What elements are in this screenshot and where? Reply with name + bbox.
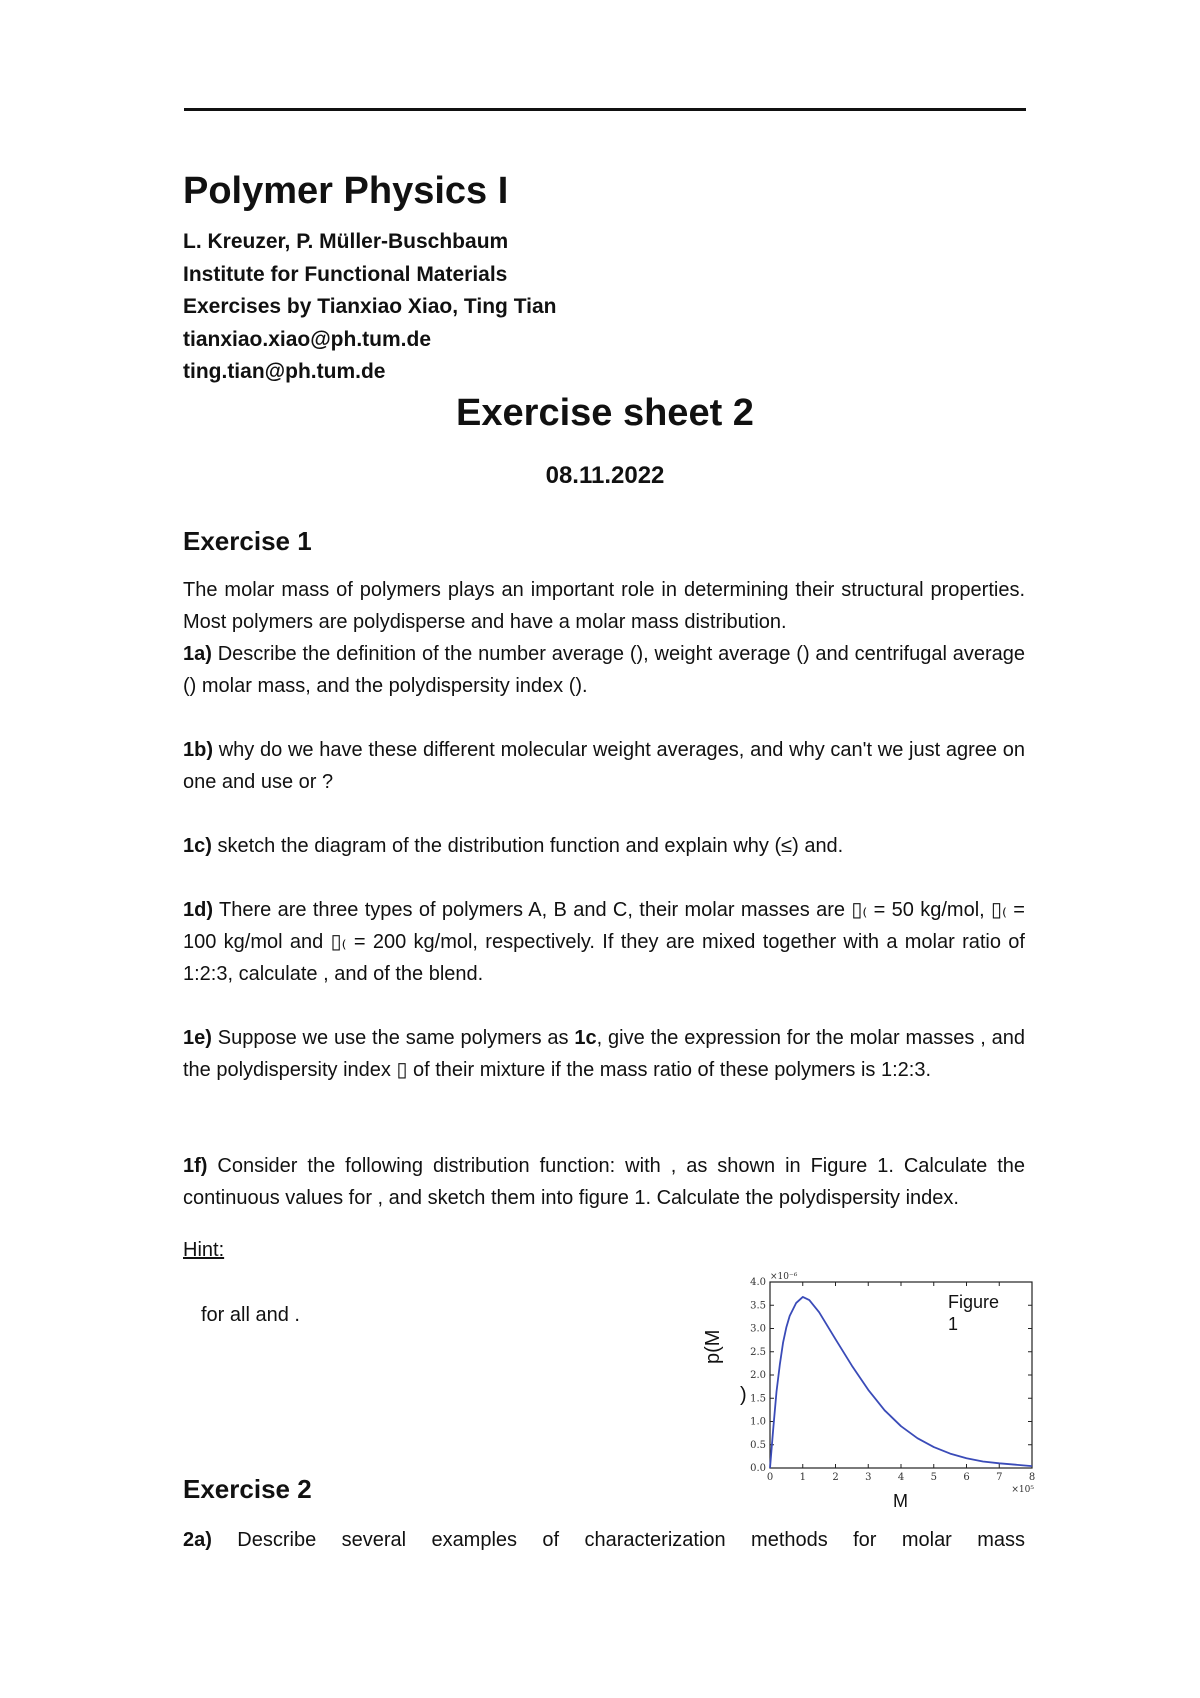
exercise-2-heading: Exercise 2	[183, 1474, 312, 1504]
y-axis-label	[702, 1330, 725, 1364]
y-tick-label: 2.5	[750, 1346, 766, 1358]
figure-1-label	[948, 1291, 1008, 1335]
y-tick-label: 4.0	[750, 1277, 766, 1288]
exercise-1-intro	[183, 574, 1025, 702]
label-1d: 1d)	[183, 899, 213, 921]
x-exponent-label: ×10⁵	[1011, 1485, 1034, 1495]
y-axis-label-part1: p(M	[702, 1329, 724, 1364]
sheet-title: Exercise sheet 2	[456, 392, 754, 434]
hint-forall-text: for all and .	[201, 1304, 300, 1326]
top-rule	[184, 108, 1026, 111]
y-axis-label-part2: )	[740, 1384, 747, 1406]
y-tick-label: 3.0	[750, 1323, 766, 1335]
x-tick-label: 0	[766, 1472, 774, 1483]
sheet-date: 08.11.2022	[545, 462, 665, 489]
y-exponent-label: ×10⁻⁶	[770, 1272, 798, 1282]
x-tick-label: 6	[963, 1472, 970, 1483]
figure-label-line2: 1	[948, 1314, 959, 1334]
x-tick-label: 1	[799, 1472, 806, 1483]
exercise-1-intro-text: The molar mass of polymers plays an important role in determining their structural properties. Most polymers are polydisperse and have a molar mass distribution.	[183, 579, 1025, 633]
x-tick-label: 3	[865, 1472, 872, 1483]
text-1e-part2: , give the expression for the molar masses , and the polydispersity index ▯ of their mixture if the mass ratio of these polymers is 1:2:3.	[183, 1027, 1025, 1081]
label-1e: 1e)	[183, 1027, 212, 1049]
y-tick-label: 0.5	[750, 1439, 766, 1451]
question-1d	[183, 894, 1025, 990]
question-1c	[183, 830, 1025, 862]
exercise-1-heading: Exercise 1	[183, 526, 312, 556]
email-2[interactable]: ting.tian@ph.tum.de	[183, 360, 386, 383]
y-tick-label: 2.0	[750, 1370, 766, 1381]
email-1[interactable]: tianxiao.xiao@ph.tum.de	[183, 327, 432, 351]
label-2a: 2a)	[183, 1529, 212, 1551]
label-1f: 1f)	[183, 1155, 208, 1177]
hint-label: Hint:	[183, 1239, 225, 1261]
text-1b: why do we have these different molecular weight averages, and why can't we just agree on one and use or ?	[183, 739, 1025, 793]
figure-label-line1: Figure	[948, 1292, 1000, 1312]
question-1e	[183, 1022, 1025, 1086]
question-1b	[183, 734, 1025, 798]
y-tick-label: 1.0	[750, 1416, 766, 1428]
label-1c: 1c)	[183, 835, 212, 857]
x-tick-label: 2	[832, 1472, 839, 1483]
label-1a: 1a)	[183, 643, 212, 665]
y-tick-label: 3.5	[750, 1300, 766, 1312]
course-title: Polymer Physics I	[183, 170, 509, 212]
institute: Institute for Functional Materials	[183, 262, 508, 286]
y-tick-label: 1.5	[750, 1393, 766, 1405]
x-tick-label: 4	[897, 1472, 905, 1483]
text-1e-part1: Suppose we use the same polymers as	[217, 1027, 569, 1049]
text-2a: Describe several examples of characterization methods for molar mass	[237, 1529, 1026, 1551]
exercises-by: Exercises by Tianxiao Xiao, Ting Tian	[183, 295, 557, 318]
text-1a: Describe the definition of the number average (), weight average () and centrifugal average () molar mass, and the polydispersity index ().	[183, 643, 1025, 697]
authors: L. Kreuzer, P. Müller-Buschbaum	[183, 230, 509, 253]
x-axis-label: M	[893, 1491, 908, 1511]
question-2a	[183, 1524, 1025, 1556]
author-block	[183, 226, 557, 389]
text-1f: Consider the following distribution function: with , as shown in Figure 1. Calculate the continuous values for , and sketch them into figure 1. Calculate the polydispersity index.	[183, 1155, 1026, 1209]
text-1d: There are three types of polymers A, B and C, their molar masses are ▯₍ = 50 kg/mol, ▯₍ = 100 kg/mol and ▯₍ = 200 kg/mol, respectively. If they are mixed together with a molar ratio of 1:2:3, calculate , and of the blend.	[183, 899, 1025, 985]
y-tick-label: 0.0	[750, 1463, 766, 1474]
x-tick-label: 5	[930, 1472, 937, 1483]
label-1b: 1b)	[183, 739, 213, 761]
question-1f	[183, 1150, 1025, 1214]
ref-1c: 1c	[574, 1027, 597, 1049]
text-1c: sketch the diagram of the distribution function and explain why (≤) and.	[217, 835, 844, 857]
x-tick-label: 8	[1028, 1472, 1036, 1483]
x-tick-label: 7	[996, 1472, 1003, 1483]
